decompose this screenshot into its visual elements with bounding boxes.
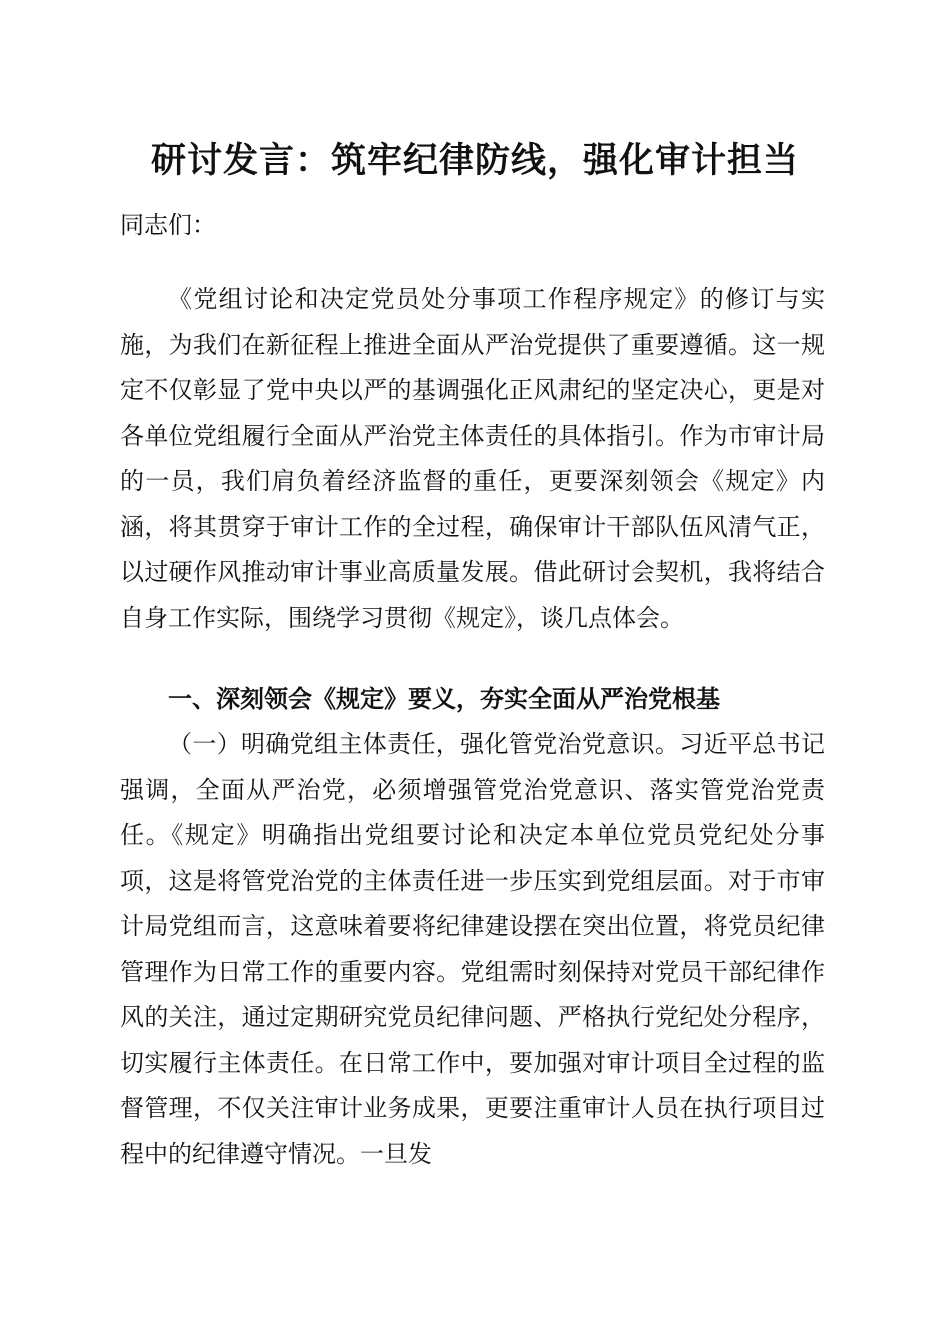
salutation: 同志们： <box>120 211 216 239</box>
paragraph-section-1-1: （一）明确党组主体责任，强化管党治党意识。习近平总书记强调，全面从严治党，必须增强管党治党意识、落实管党治党责任。《规定》明确指出党组要讨论和决定本单位党员党纪处分事项，这是将管党治党的主体责任进一步压实到党组层面。对于市审计局党组而言，这意味着要将纪律建设摆在突出位置，将党员纪律管理作为日常工作的重要内容。党组需时刻保持对党员干部纪律作风的关注，通过定期研究党员纪律问题、严格执行党纪处分程序，切实履行主体责任。在日常工作中，要加强对审计项目全过程的监督管理，不仅关注审计业务成果，更要注重审计人员在执行项目过程中的纪律遵守情况。一旦发 <box>120 730 825 1168</box>
document-title: 研讨发言：筑牢纪律防线，强化审计担当 <box>150 140 799 181</box>
paragraph-intro: 《党组讨论和决定党员处分事项工作程序规定》的修订与实施，为我们在新征程上推进全面从严治党提供了重要遵循。这一规定不仅彰显了党中央以严的基调强化正风肃纪的坚定决心，更是对各单位党组履行全面从严治党主体责任的具体指引。作为市审计局的一员，我们肩负着经济监督的重任，更要深刻领会《规定》内涵，将其贯穿于审计工作的全过程，确保审计干部队伍风清气正，以过硬作风推动审计事业高质量发展。借此研讨会契机，我将结合自身工作实际，围绕学习贯彻《规定》，谈几点体会。 <box>120 285 825 632</box>
section-heading-1: 一、深刻领会《规定》要义，夯实全面从严治党根基 <box>168 685 720 713</box>
